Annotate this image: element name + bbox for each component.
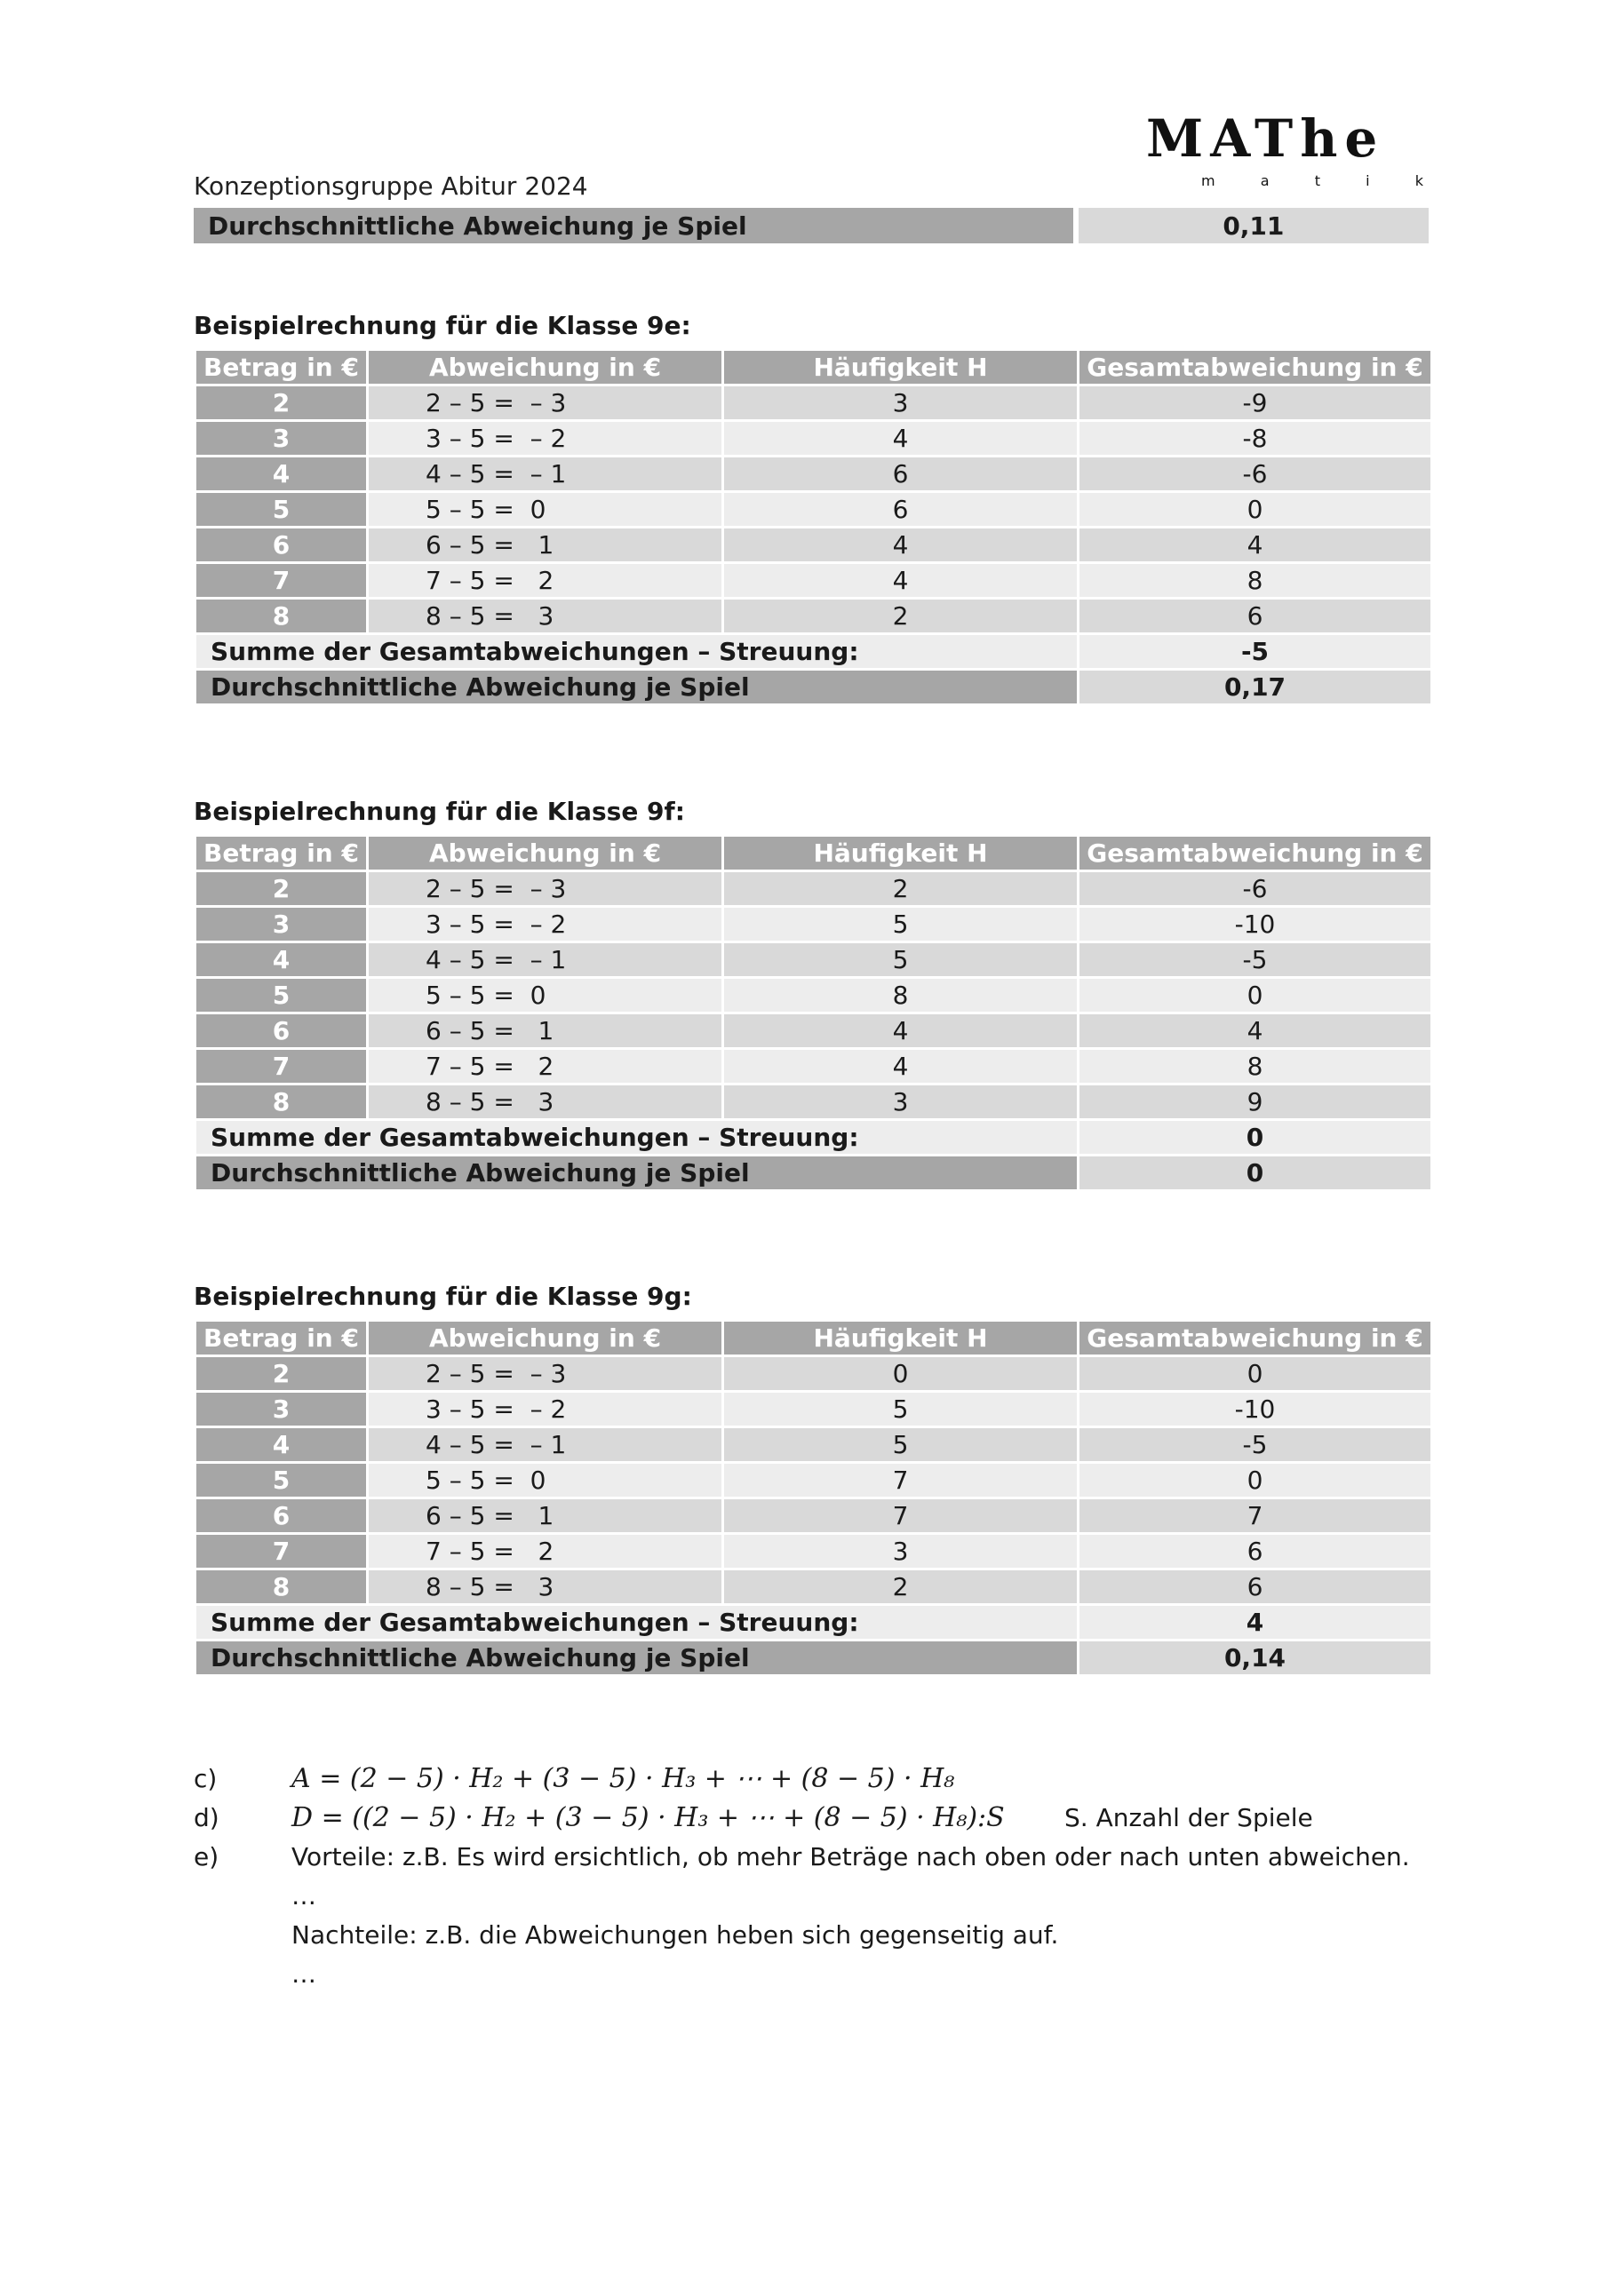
table-row — [195, 385, 1432, 421]
sum-label: Summe der Gesamtabweichungen – Streuung: — [195, 634, 1079, 670]
column-header: Häufigkeit H — [723, 1321, 1079, 1356]
average-label: Durchschnittliche Abweichung je Spiel — [195, 670, 1079, 705]
summary-value: 0,11 — [1079, 208, 1429, 243]
table-row — [195, 1392, 1432, 1427]
calc-table — [194, 348, 1433, 706]
column-header: Abweichung in € — [368, 1321, 723, 1356]
haeufigkeit-cell: 8 — [723, 978, 1079, 1013]
gesamt-cell: 0 — [1079, 1463, 1432, 1498]
gesamt-cell: 8 — [1079, 1049, 1432, 1084]
column-header: Gesamtabweichung in € — [1079, 350, 1432, 385]
table-row — [195, 1084, 1432, 1120]
answer-label: e) — [194, 1841, 219, 1871]
betrag-cell: 7 — [195, 1534, 368, 1569]
logo-subtext — [1201, 172, 1423, 189]
logo-sub-letter: i — [1366, 172, 1370, 189]
abweichung-cell: 3 – 5 = – 2 — [368, 421, 723, 457]
logo-sub-letter: m — [1201, 172, 1215, 189]
column-header: Betrag in € — [195, 1321, 368, 1356]
betrag-cell: 2 — [195, 1356, 368, 1392]
betrag-cell: 3 — [195, 421, 368, 457]
sum-label: Summe der Gesamtabweichungen – Streuung: — [195, 1120, 1079, 1156]
haeufigkeit-cell: 3 — [723, 1084, 1079, 1120]
abweichung-cell: 2 – 5 = – 3 — [368, 1356, 723, 1392]
table-row — [195, 421, 1432, 457]
ellipsis: … — [291, 1880, 316, 1911]
abweichung-cell: 6 – 5 = 1 — [368, 1013, 723, 1049]
sum-value: -5 — [1079, 634, 1432, 670]
sum-row — [195, 1605, 1432, 1641]
gesamt-cell: -6 — [1079, 457, 1432, 492]
table-row — [195, 1534, 1432, 1569]
abweichung-cell: 4 – 5 = – 1 — [368, 942, 723, 978]
table-title: Beispielrechnung für die Klasse 9f: — [194, 797, 685, 826]
betrag-cell: 4 — [195, 457, 368, 492]
haeufigkeit-cell: 6 — [723, 492, 1079, 528]
haeufigkeit-cell: 4 — [723, 1049, 1079, 1084]
haeufigkeit-cell: 6 — [723, 457, 1079, 492]
betrag-cell: 4 — [195, 942, 368, 978]
table-row — [195, 528, 1432, 563]
betrag-cell: 6 — [195, 1498, 368, 1534]
logo-letters: MAThe — [1146, 108, 1385, 169]
table-row — [195, 563, 1432, 599]
sum-value: 0 — [1079, 1120, 1432, 1156]
betrag-cell: 4 — [195, 1427, 368, 1463]
table-row — [195, 907, 1432, 942]
gesamt-cell: 0 — [1079, 978, 1432, 1013]
mathematik-logo — [1146, 108, 1435, 189]
average-label: Durchschnittliche Abweichung je Spiel — [195, 1156, 1079, 1191]
table-row — [195, 871, 1432, 907]
table-row — [195, 1356, 1432, 1392]
table-row — [195, 1498, 1432, 1534]
table-row — [195, 1049, 1432, 1084]
gesamt-cell: 7 — [1079, 1498, 1432, 1534]
average-row — [195, 670, 1432, 705]
table-row — [195, 1427, 1432, 1463]
column-header: Häufigkeit H — [723, 350, 1079, 385]
calc-table — [194, 1319, 1433, 1677]
gesamt-cell: 8 — [1079, 563, 1432, 599]
answer-label: d) — [194, 1802, 219, 1832]
column-header: Betrag in € — [195, 836, 368, 871]
abweichung-cell: 3 – 5 = – 2 — [368, 907, 723, 942]
haeufigkeit-cell: 5 — [723, 907, 1079, 942]
abweichung-cell: 7 – 5 = 2 — [368, 1534, 723, 1569]
abweichung-cell: 2 – 5 = – 3 — [368, 385, 723, 421]
betrag-cell: 3 — [195, 1392, 368, 1427]
abweichung-cell: 7 – 5 = 2 — [368, 1049, 723, 1084]
abweichung-cell: 4 – 5 = – 1 — [368, 457, 723, 492]
average-row — [195, 1156, 1432, 1191]
table-row — [195, 978, 1432, 1013]
abweichung-cell: 3 – 5 = – 2 — [368, 1392, 723, 1427]
sum-label: Summe der Gesamtabweichungen – Streuung: — [195, 1605, 1079, 1641]
average-value: 0 — [1079, 1156, 1432, 1191]
logo-sub-letter: k — [1414, 172, 1423, 189]
gesamt-cell: -10 — [1079, 907, 1432, 942]
sum-row — [195, 634, 1432, 670]
table-row — [195, 1013, 1432, 1049]
ellipsis: … — [291, 1958, 316, 1989]
gesamt-cell: -10 — [1079, 1392, 1432, 1427]
haeufigkeit-cell: 3 — [723, 385, 1079, 421]
average-row — [195, 1641, 1432, 1676]
table-header-row — [195, 836, 1432, 871]
table-title: Beispielrechnung für die Klasse 9e: — [194, 311, 691, 340]
haeufigkeit-cell: 7 — [723, 1498, 1079, 1534]
column-header: Gesamtabweichung in € — [1079, 1321, 1432, 1356]
gesamt-cell: 9 — [1079, 1084, 1432, 1120]
average-value: 0,14 — [1079, 1641, 1432, 1676]
nachteile-text: Nachteile: z.B. die Abweichungen heben sich gegenseitig auf. — [291, 1919, 1059, 1950]
abweichung-cell: 5 – 5 = 0 — [368, 1463, 723, 1498]
answer-d — [194, 1798, 1438, 1837]
haeufigkeit-cell: 2 — [723, 1569, 1079, 1605]
abweichung-cell: 5 – 5 = 0 — [368, 492, 723, 528]
table-header-row — [195, 1321, 1432, 1356]
abweichung-cell: 8 – 5 = 3 — [368, 599, 723, 634]
logo-sub-letter: t — [1314, 172, 1320, 189]
summary-label: Durchschnittliche Abweichung je Spiel — [194, 208, 1073, 243]
table-row — [195, 492, 1432, 528]
gesamt-cell: 6 — [1079, 1569, 1432, 1605]
table-row — [195, 1463, 1432, 1498]
betrag-cell: 6 — [195, 528, 368, 563]
table-header-row — [195, 350, 1432, 385]
betrag-cell: 2 — [195, 385, 368, 421]
abweichung-cell: 6 – 5 = 1 — [368, 1498, 723, 1534]
betrag-cell: 7 — [195, 563, 368, 599]
logo-sub-letter: a — [1260, 172, 1270, 189]
gesamt-cell: -9 — [1079, 385, 1432, 421]
betrag-cell: 2 — [195, 871, 368, 907]
haeufigkeit-cell: 5 — [723, 942, 1079, 978]
average-value: 0,17 — [1079, 670, 1432, 705]
betrag-cell: 8 — [195, 1084, 368, 1120]
betrag-cell: 7 — [195, 1049, 368, 1084]
gesamt-cell: 4 — [1079, 1013, 1432, 1049]
abweichung-cell: 5 – 5 = 0 — [368, 978, 723, 1013]
abweichung-cell: 8 – 5 = 3 — [368, 1084, 723, 1120]
gesamt-cell: 0 — [1079, 492, 1432, 528]
betrag-cell: 3 — [195, 907, 368, 942]
table-row — [195, 599, 1432, 634]
gesamt-cell: -8 — [1079, 421, 1432, 457]
formula-a: A = (2 − 5) · H₂ + (3 − 5) · H₃ + ⋯ + (8 − 5) · H₈ — [291, 1762, 955, 1794]
table-row — [195, 942, 1432, 978]
column-header: Abweichung in € — [368, 836, 723, 871]
top-summary-row — [194, 208, 1429, 243]
haeufigkeit-cell: 4 — [723, 528, 1079, 563]
formula-note: S. Anzahl der Spiele — [1064, 1802, 1313, 1832]
betrag-cell: 5 — [195, 1463, 368, 1498]
gesamt-cell: 6 — [1079, 599, 1432, 634]
haeufigkeit-cell: 3 — [723, 1534, 1079, 1569]
table-row — [195, 457, 1432, 492]
betrag-cell: 5 — [195, 492, 368, 528]
table-row — [195, 1569, 1432, 1605]
gesamt-cell: 6 — [1079, 1534, 1432, 1569]
abweichung-cell: 2 – 5 = – 3 — [368, 871, 723, 907]
betrag-cell: 8 — [195, 1569, 368, 1605]
column-header: Abweichung in € — [368, 350, 723, 385]
calc-table — [194, 834, 1433, 1192]
sum-row — [195, 1120, 1432, 1156]
haeufigkeit-cell: 5 — [723, 1427, 1079, 1463]
table-title: Beispielrechnung für die Klasse 9g: — [194, 1282, 692, 1311]
column-header: Betrag in € — [195, 350, 368, 385]
haeufigkeit-cell: 2 — [723, 871, 1079, 907]
vorteile-text: Vorteile: z.B. Es wird ersichtlich, ob mehr Beträge nach oben oder nach unten abweichen. — [291, 1841, 1410, 1871]
gesamt-cell: -6 — [1079, 871, 1432, 907]
column-header: Häufigkeit H — [723, 836, 1079, 871]
formula-d: D = ((2 − 5) · H₂ + (3 − 5) · H₃ + ⋯ + (8 − 5) · H₈):S — [291, 1801, 1005, 1833]
betrag-cell: 5 — [195, 978, 368, 1013]
abweichung-cell: 4 – 5 = – 1 — [368, 1427, 723, 1463]
gesamt-cell: -5 — [1079, 942, 1432, 978]
haeufigkeit-cell: 4 — [723, 563, 1079, 599]
sum-value: 4 — [1079, 1605, 1432, 1641]
average-label: Durchschnittliche Abweichung je Spiel — [195, 1641, 1079, 1676]
gesamt-cell: 4 — [1079, 528, 1432, 563]
abweichung-cell: 7 – 5 = 2 — [368, 563, 723, 599]
betrag-cell: 6 — [195, 1013, 368, 1049]
gesamt-cell: -5 — [1079, 1427, 1432, 1463]
haeufigkeit-cell: 4 — [723, 421, 1079, 457]
betrag-cell: 8 — [195, 599, 368, 634]
abweichung-cell: 6 – 5 = 1 — [368, 528, 723, 563]
haeufigkeit-cell: 0 — [723, 1356, 1079, 1392]
abweichung-cell: 8 – 5 = 3 — [368, 1569, 723, 1605]
answer-label: c) — [194, 1763, 218, 1793]
document-header: Konzeptionsgruppe Abitur 2024 — [194, 171, 588, 201]
gesamt-cell: 0 — [1079, 1356, 1432, 1392]
column-header: Gesamtabweichung in € — [1079, 836, 1432, 871]
haeufigkeit-cell: 5 — [723, 1392, 1079, 1427]
haeufigkeit-cell: 4 — [723, 1013, 1079, 1049]
haeufigkeit-cell: 7 — [723, 1463, 1079, 1498]
haeufigkeit-cell: 2 — [723, 599, 1079, 634]
